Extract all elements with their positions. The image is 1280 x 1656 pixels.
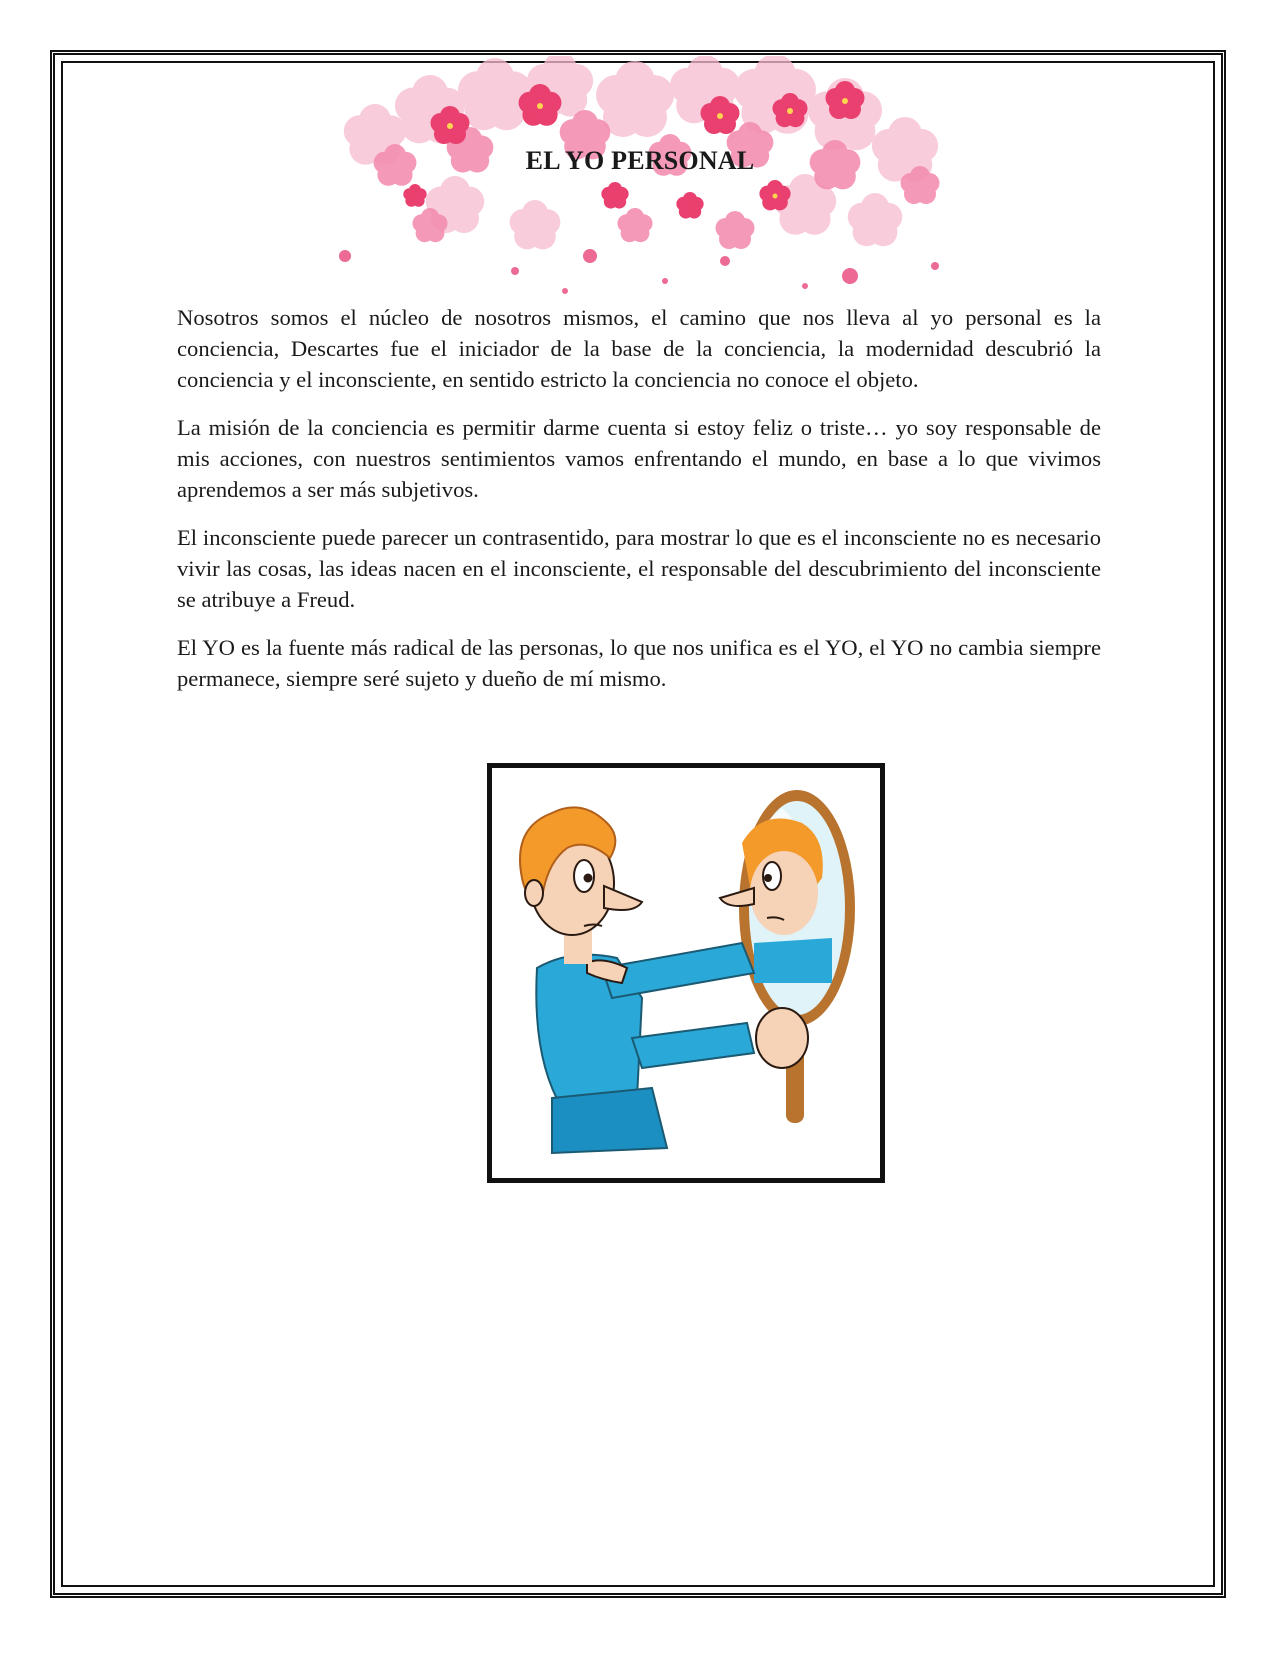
page-title: EL YO PERSONAL (525, 146, 755, 175)
paragraph-4: El YO es la fuente más radical de las personas, lo que nos unifica es el YO, el YO no cambia siempre permanece, siempre seré sujeto y dueño de mí mismo. (177, 635, 1101, 691)
paragraph-3: El inconsciente puede parecer un contrasentido, para mostrar lo que es el inconsciente no es necesario vivir las cosas, las ideas nacen en el inconsciente, el responsable del descubrimiento del inconsciente se atribuye a Freud. (177, 525, 1101, 612)
paragraph-2: La misión de la conciencia es permitir darme cuenta si estoy feliz o triste… yo soy responsable de mis acciones, con nuestros sentimientos vamos enfrentando el mundo, en base a lo que vivimos aprendemos a ser más subjetivos. (177, 415, 1101, 502)
paragraph-1: Nosotros somos el núcleo de nosotros mismos, el camino que nos lleva al yo personal es la conciencia, Descartes fue el iniciador de la base de la conciencia, la modernidad descubrió la conciencia y el inconsciente, en sentido estricto la conciencia no conoce el objeto. (177, 305, 1101, 392)
flower-banner-image (335, 56, 955, 311)
body-text (177, 302, 1101, 711)
mirror-illustration (487, 763, 885, 1183)
